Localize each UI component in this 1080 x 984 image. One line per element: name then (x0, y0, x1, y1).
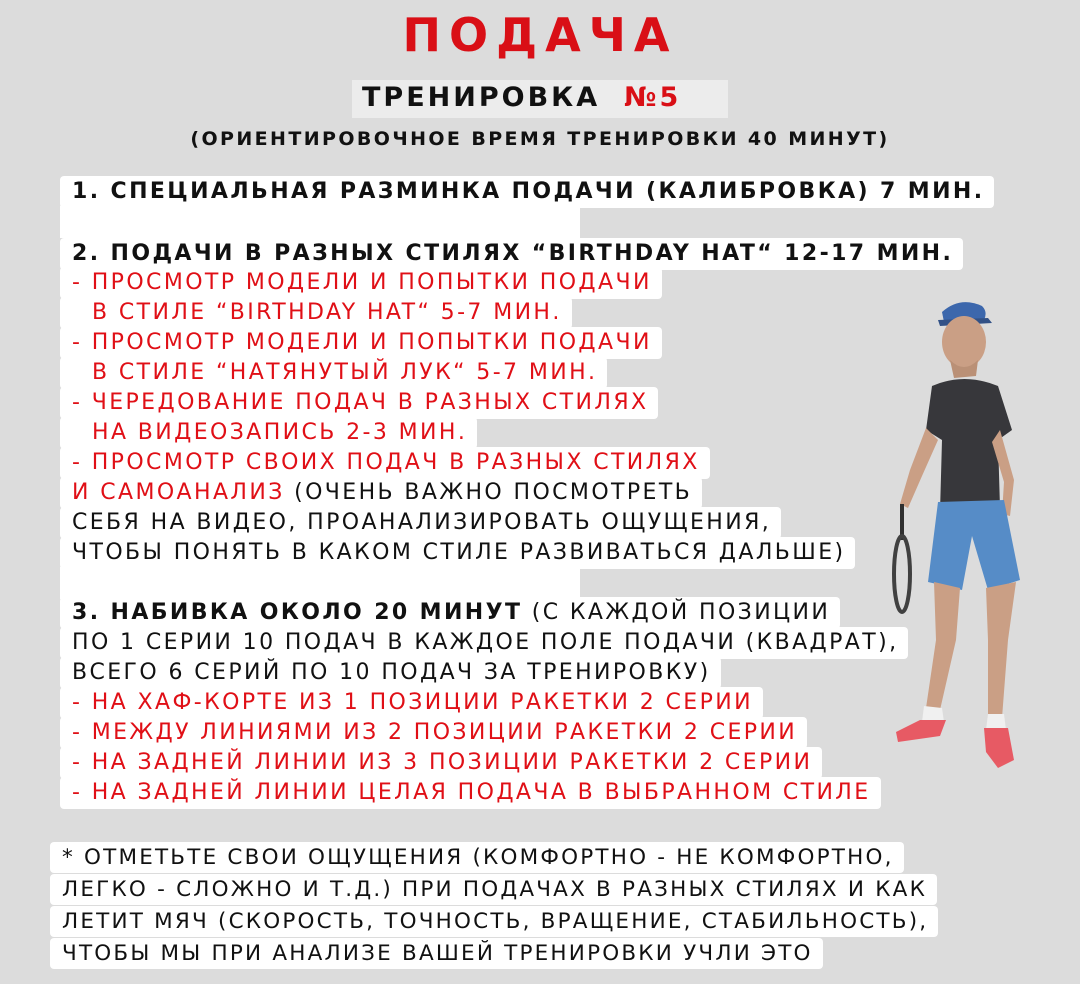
section2-item: - ЧЕРЕДОВАНИЕ ПОДАЧ В РАЗНЫХ СТИЛЯХ (60, 387, 658, 419)
footnote-line: ЛЕГКО - СЛОЖНО И Т.Д.) ПРИ ПОДАЧАХ В РАЗНЫХ СТИЛЯХ И КАК (50, 874, 937, 905)
section3-line: ВСЕГО 6 СЕРИЙ ПО 10 ПОДАЧ ЗА ТРЕНИРОВКУ) (60, 657, 721, 689)
self-analysis-text: И САМОАНАЛИЗ (72, 480, 285, 505)
section2-item: - ПРОСМОТР СВОИХ ПОДАЧ В РАЗНЫХ СТИЛЯХ (60, 447, 710, 479)
footnote-line: ЧТОБЫ МЫ ПРИ АНАЛИЗЕ ВАШЕЙ ТРЕНИРОВКИ УЧЛИ ЭТО (50, 938, 823, 969)
section3-heading-rest: (С КАЖДОЙ ПОЗИЦИИ (522, 600, 831, 625)
analysis-note: (ОЧЕНЬ ВАЖНО ПОСМОТРЕТЬ (284, 480, 693, 505)
section2-analysis-line: СЕБЯ НА ВИДЕО, ПРОАНАЛИЗИРОВАТЬ ОЩУЩЕНИЯ, (60, 507, 781, 539)
footnote-line: ЛЕТИТ МЯЧ (СКОРОСТЬ, ТОЧНОСТЬ, ВРАЩЕНИЕ, СТАБИЛЬНОСТЬ), (50, 906, 938, 937)
tennis-player-image (880, 290, 1080, 790)
highlight-gap (60, 567, 580, 599)
section2-item: - ПРОСМОТР МОДЕЛИ И ПОПЫТКИ ПОДАЧИ (60, 267, 662, 299)
time-note: (ОРИЕНТИРОВОЧНОЕ ВРЕМЯ ТРЕНИРОВКИ 40 МИНУТ) (190, 128, 890, 150)
section2-item: НА ВИДЕОЗАПИСЬ 2-3 МИН. (60, 417, 477, 449)
section1-heading: 1. СПЕЦИАЛЬНАЯ РАЗМИНКА ПОДАЧИ (КАЛИБРОВКА) 7 МИН. (60, 176, 994, 208)
training-number: №5 (624, 82, 682, 113)
section2-item: - ПРОСМОТР МОДЕЛИ И ПОПЫТКИ ПОДАЧИ (60, 327, 662, 359)
highlight-gap (60, 206, 580, 238)
section2-item: В СТИЛЕ “BIRTHDAY HAT“ 5-7 МИН. (60, 297, 572, 329)
section2-item: В СТИЛЕ “НАТЯНУТЫЙ ЛУК“ 5-7 МИН. (60, 357, 607, 389)
page-title: ПОДАЧА (402, 8, 678, 62)
section2-heading: 2. ПОДАЧИ В РАЗНЫХ СТИЛЯХ “BIRTHDAY HAT“ 12-17 МИН. (60, 238, 963, 270)
section3-line: ПО 1 СЕРИИ 10 ПОДАЧ В КАЖДОЕ ПОЛЕ ПОДАЧИ (КВАДРАТ), (60, 627, 908, 659)
section3-heading-bold: 3. НАБИВКА ОКОЛО 20 МИНУТ (72, 600, 523, 625)
section3-item: - МЕЖДУ ЛИНИЯМИ ИЗ 2 ПОЗИЦИИ РАКЕТКИ 2 СЕРИИ (60, 717, 807, 749)
footnote-line: * ОТМЕТЬТЕ СВОИ ОЩУЩЕНИЯ (КОМФОРТНО - НЕ КОМФОРТНО, (50, 842, 904, 873)
section3-item: - НА ЗАДНЕЙ ЛИНИИ ЦЕЛАЯ ПОДАЧА В ВЫБРАННОМ СТИЛЕ (60, 777, 881, 809)
section3-item: - НА ЗАДНЕЙ ЛИНИИ ИЗ 3 ПОЗИЦИИ РАКЕТКИ 2 СЕРИИ (60, 747, 822, 779)
section2-analysis (60, 477, 702, 509)
section2-analysis-line: ЧТОБЫ ПОНЯТЬ В КАКОМ СТИЛЕ РАЗВИВАТЬСЯ ДАЛЬШЕ) (60, 537, 855, 569)
section3-heading (60, 597, 840, 629)
section3-item: - НА ХАФ-КОРТЕ ИЗ 1 ПОЗИЦИИ РАКЕТКИ 2 СЕРИИ (60, 687, 763, 719)
training-label: ТРЕНИРОВКА (362, 82, 601, 113)
